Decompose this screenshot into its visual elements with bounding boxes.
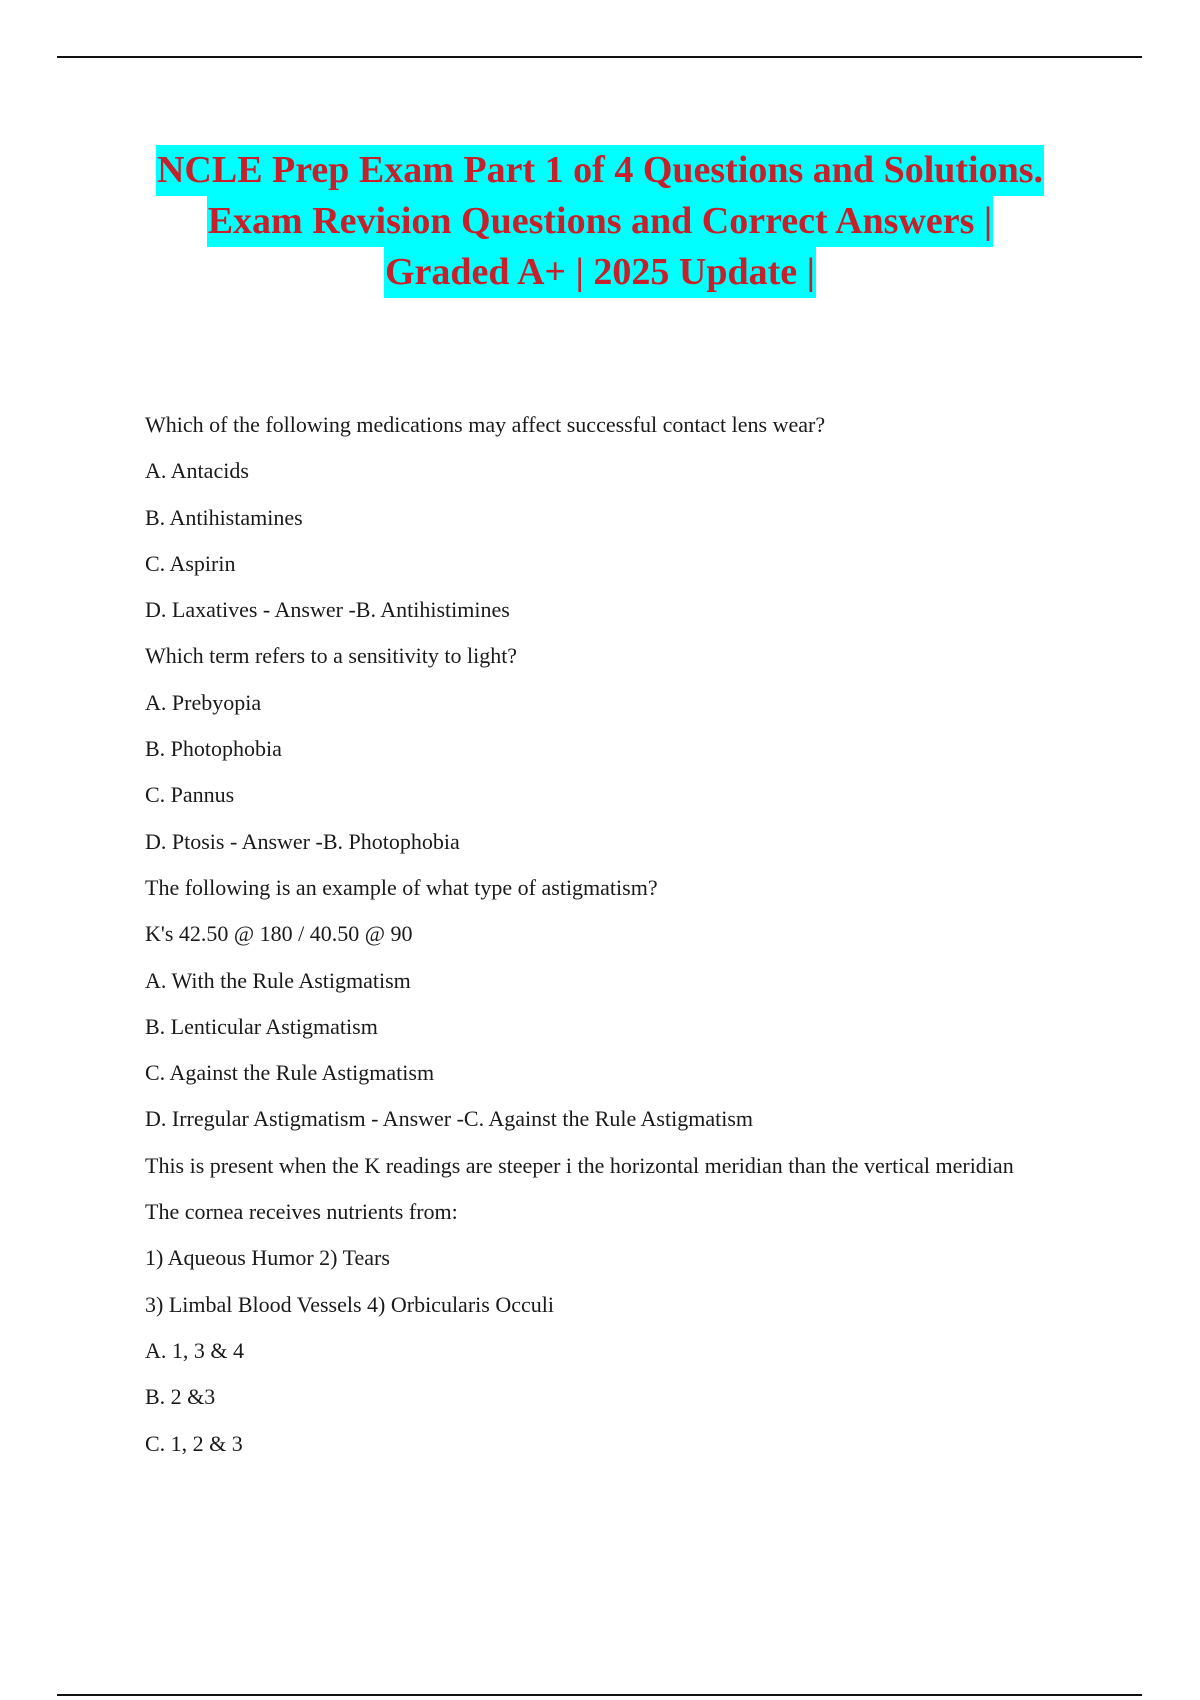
question-1-option-c: C. Aspirin <box>145 550 236 576</box>
question-1-option-d-answer: D. Laxatives - Answer -B. Antihistimines <box>145 597 510 623</box>
question-1-option-b: B. Antihistamines <box>145 504 303 530</box>
question-3-option-a: A. With the Rule Astigmatism <box>145 967 411 993</box>
question-4-option-b: B. 2 &3 <box>145 1384 216 1410</box>
question-2-option-b: B. Photophobia <box>145 736 282 762</box>
question-3-explanation: This is present when the K readings are steeper i the horizontal meridian than the vertical meridian <box>145 1152 1014 1178</box>
question-2-option-c: C. Pannus <box>145 782 235 808</box>
question-1-text: Which of the following medications may affect successful contact lens wear? <box>145 412 826 437</box>
footer-rule <box>57 1694 1142 1696</box>
document-title <box>100 145 1100 298</box>
question-3-option-d-answer: D. Irregular Astigmatism - Answer -C. Against the Rule Astigmatism <box>145 1106 753 1132</box>
question-4-option-c: C. 1, 2 & 3 <box>145 1430 243 1456</box>
title-line-2: Exam Revision Questions and Correct Answers | <box>207 196 994 247</box>
question-2-option-d-answer: D. Ptosis - Answer -B. Photophobia <box>145 828 460 854</box>
question-4-text: The cornea receives nutrients from: <box>145 1199 458 1225</box>
question-3-k-readings: K's 42.50 @ 180 / 40.50 @ 90 <box>145 921 413 947</box>
title-line-3: Graded A+ | 2025 Update | <box>384 247 816 298</box>
question-4-items-3-4: 3) Limbal Blood Vessels 4) Orbicularis Occuli <box>145 1291 554 1317</box>
title-line-1: NCLE Prep Exam Part 1 of 4 Questions and Solutions. <box>156 145 1044 196</box>
question-2-text: Which term refers to a sensitivity to light? <box>145 643 518 669</box>
question-1-option-a: A. Antacids <box>145 458 249 484</box>
question-3-option-c: C. Against the Rule Astigmatism <box>145 1060 435 1086</box>
question-4-items-1-2: 1) Aqueous Humor 2) Tears <box>145 1245 390 1271</box>
question-list <box>145 402 1145 1467</box>
question-2-option-a: A. Prebyopia <box>145 689 262 715</box>
header-rule <box>57 56 1142 58</box>
question-3-text: The following is an example of what type of astigmatism? <box>145 874 658 900</box>
question-4-option-a: A. 1, 3 & 4 <box>145 1337 244 1363</box>
question-3-option-b: B. Lenticular Astigmatism <box>145 1013 378 1039</box>
